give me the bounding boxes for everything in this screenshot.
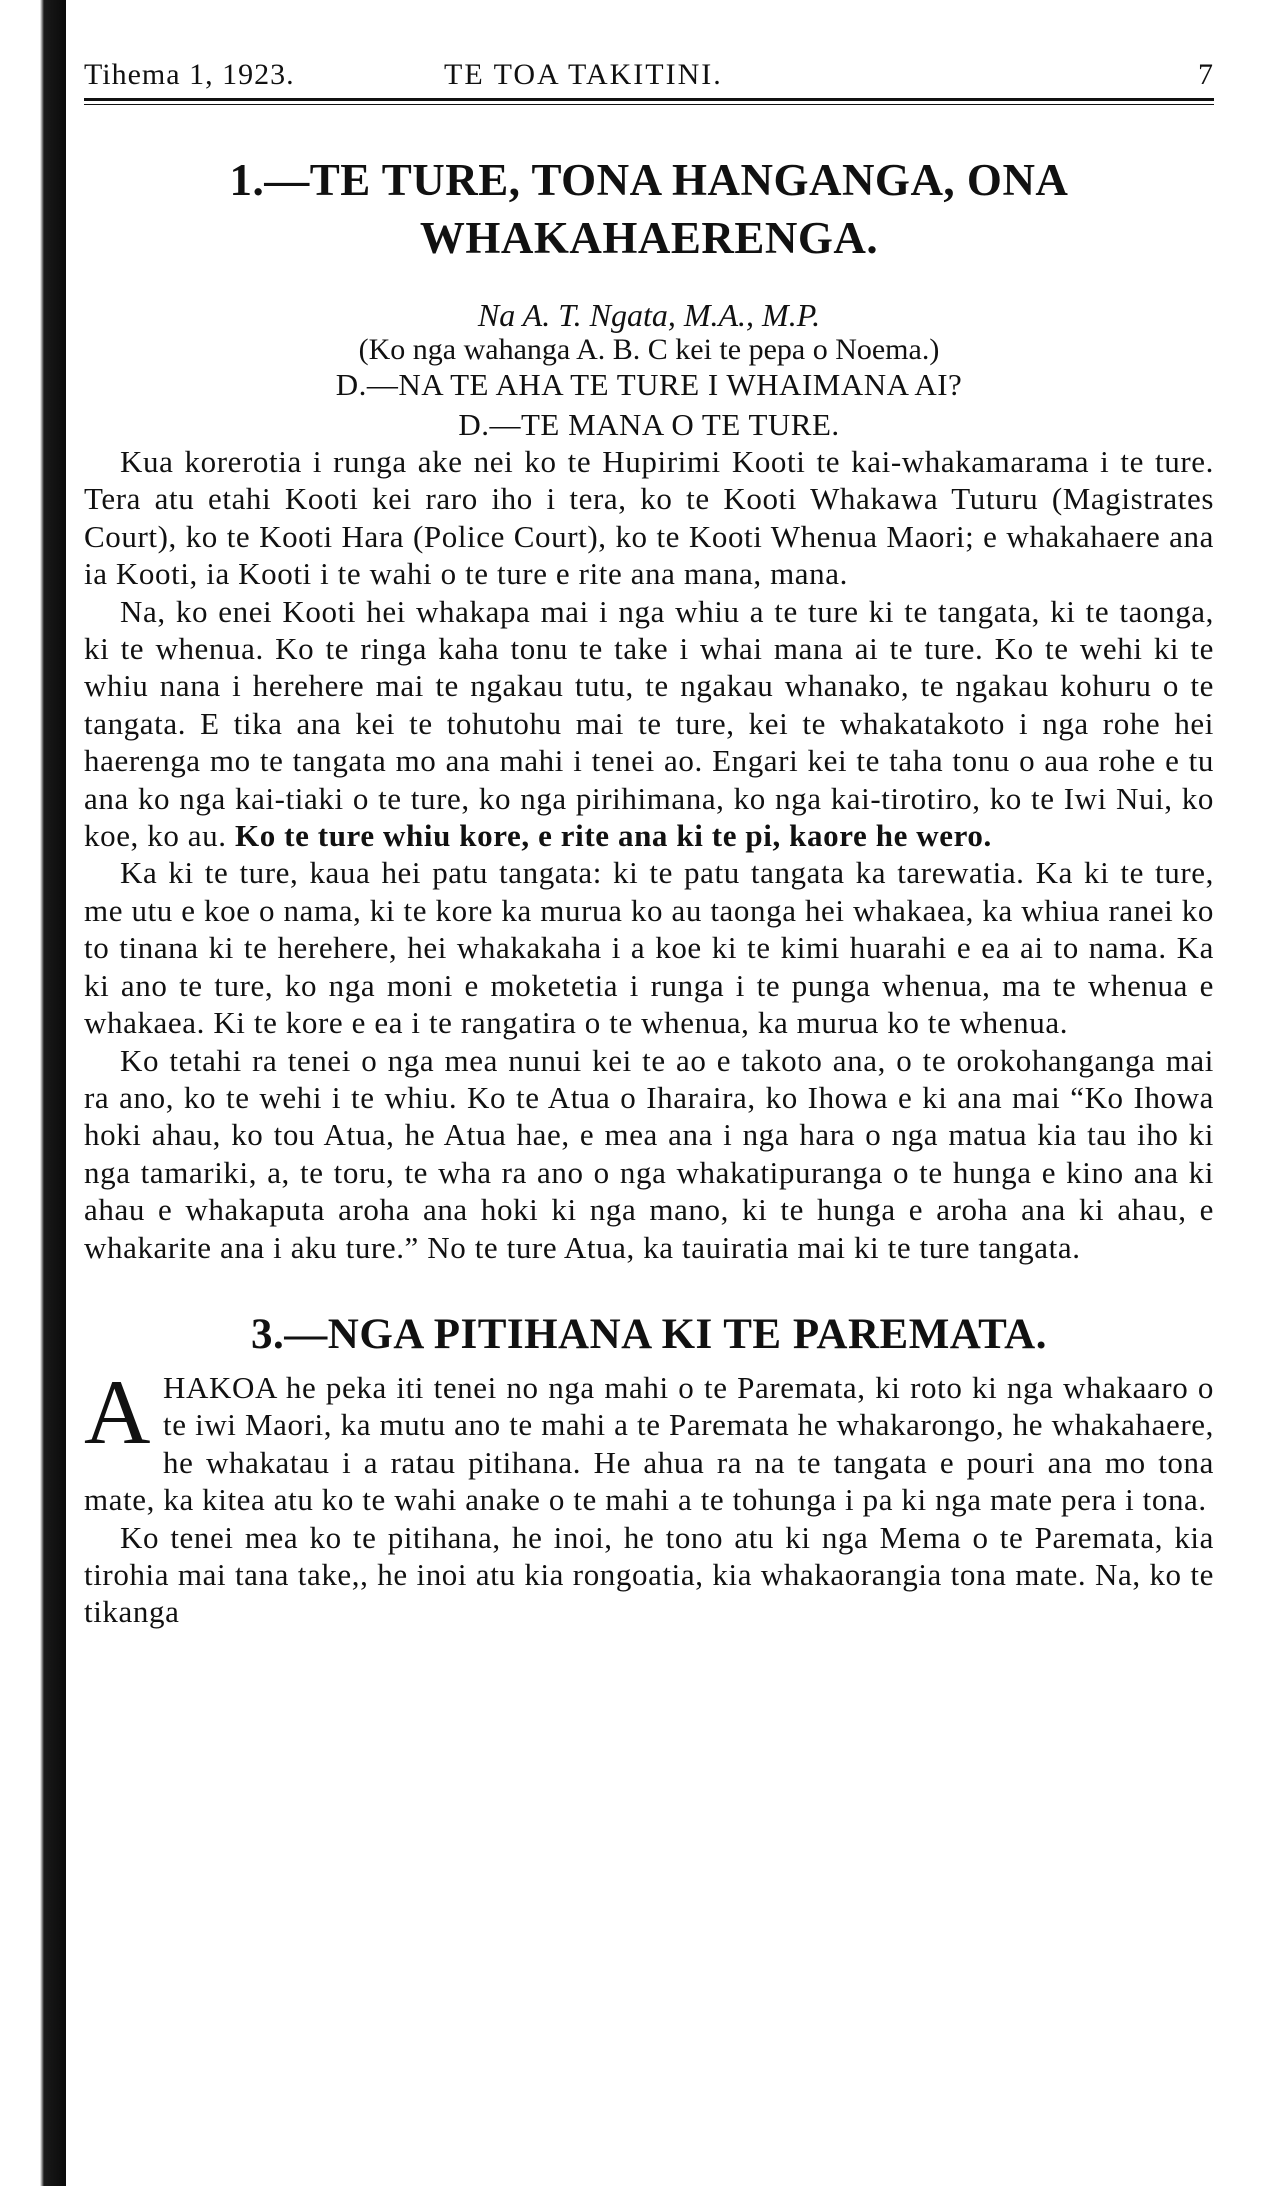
body-paragraph (84, 593, 1214, 855)
header-rule (84, 98, 1214, 101)
article-title: 1.—TE TURE, TONA HANGANGA, ONA WHAKAHAERENGA. (229, 155, 1069, 263)
page-number: 7 (1198, 58, 1214, 91)
journal-title: TE TOA TAKITINI. (444, 58, 723, 91)
series-note: (Ko nga wahanga A. B. C kei te pepa o Noema.) (358, 333, 940, 366)
paragraph-text: HAKOA he peka iti tenei no nga mahi o te Paremata, ki roto ki nga whakaaro o te iwi Maori, ka mutu ano te mahi a te Paremata he whakarongo, he whakahaere, he whakatau i a ratau pitihana. He ahua ra na te tangata e pouri ana mo tona mate, ka kitea atu ko te wahi anake o te mahi a te tohunga i pa ki nga mate pera i tona. (84, 1369, 1214, 1518)
article-te-ture (84, 151, 1214, 1266)
drop-cap: A (84, 1360, 152, 1463)
header-rule-thin (84, 104, 1214, 105)
paragraph-text: Na, ko enei Kooti hei whakapa mai i nga whiu a te ture ki te tangata, ki te taonga, ki te whenua. Ko te ringa kaha tonu te take i whai mana ai te ture. Ko te wehi ki te whiu nana i herehere mai te ngakau tutu, te ngakau whanako, te ngakau kohuru o te tangata. E tika ana kei te tohutohu mai te ture, kei te whakatakoto i nga rohe hei haerenga mo te tangata mo ana mahi i tenei ao. Engari kei te taha tonu o aua rohe e tu ana ko nga kai-tiaki o te ture, ko nga pirihimana, ko nga kai-tirotiro, ko te Iwi Nui, ko koe, ko au. (84, 593, 1214, 854)
body-paragraph: Ko tenei mea ko te pitihana, he inoi, he tono atu ki nga Mema o te Paremata, kia tirohia mai tana take,, he inoi atu kia rongoatia, kia whakaorangia tona mate. Na, ko te tikanga (84, 1519, 1214, 1630)
author-byline: Na A. T. Ngata, M.A., M.P. (477, 297, 821, 333)
article-pitihana (84, 1310, 1214, 1631)
bold-phrase: Ko te ture whiu kore, e rite ana ki te pi, kaore he wero. (234, 818, 992, 854)
body-paragraph: Ko tetahi ra tenei o nga mea nunui kei te ao e takoto ana, o te orokohanganga mai ra ano, ko te wehi i te whiu. Ko te Atua o Iharaira, ko Ihowa e ki ana mai “Ko Ihowa hoki ahau, ko tou Atua, he Atua hae, e mea ana i nga hara o nga matua kia tau iho ki nga tamariki, a, te toru, te wha ra ano o nga whakatipuranga o te hunga e kino ana ki ahau e whakaputa aroha ana hoki ki nga mano, ki te hunga e aroha ana ki ahau, e whakarite ana i aku ture.” No te ture Atua, ka tauiratia mai ki te ture tangata. (84, 1042, 1214, 1265)
issue-date: Tihema 1, 1923. (84, 58, 295, 91)
body-paragraph: Ka ki te ture, kaua hei patu tangata: ki te patu tangata ka tarewatia. Ka ki te ture, me utu e koe o nama, ki te kore ka murua ko au taonga hei whakaea, ka whiua ranei ko to tinana ki te herehere, hei whakakaha i a koe ki te kimi huarahi e ea ai to nama. Ka ki ano te ture, ko nga moni e moketetia i runga i te punga whenua, ma te whenua e whakaea. Ki te kore e ea i te rangatira o te whenua, ka murua ko te whenua. (84, 855, 1214, 1041)
section-heading: D.—TE MANA O TE TURE. (458, 407, 840, 442)
journal-page (84, 50, 1214, 2160)
section-heading: D.—NA TE AHA TE TURE I WHAIMANA AI? (335, 367, 963, 402)
body-paragraph: Kua korerotia i runga ake nei ko te Hupirimi Kooti te kai-whakamarama i te ture. Tera atu etahi Kooti kei raro iho i tera, ko te Kooti Whakawa Tuturu (Magistrates Court), ko te Kooti Hara (Police Court), ko te Kooti Whenua Maori; e whakahaere ana ia Kooti, ia Kooti i te wahi o te ture e rite ana mana, mana. (84, 444, 1214, 592)
page-binding-edge (0, 0, 66, 2186)
running-head (84, 50, 1214, 96)
body-paragraph (84, 1360, 1214, 1519)
article-title: 3.—NGA PITIHANA KI TE PAREMATA. (251, 1310, 1047, 1358)
